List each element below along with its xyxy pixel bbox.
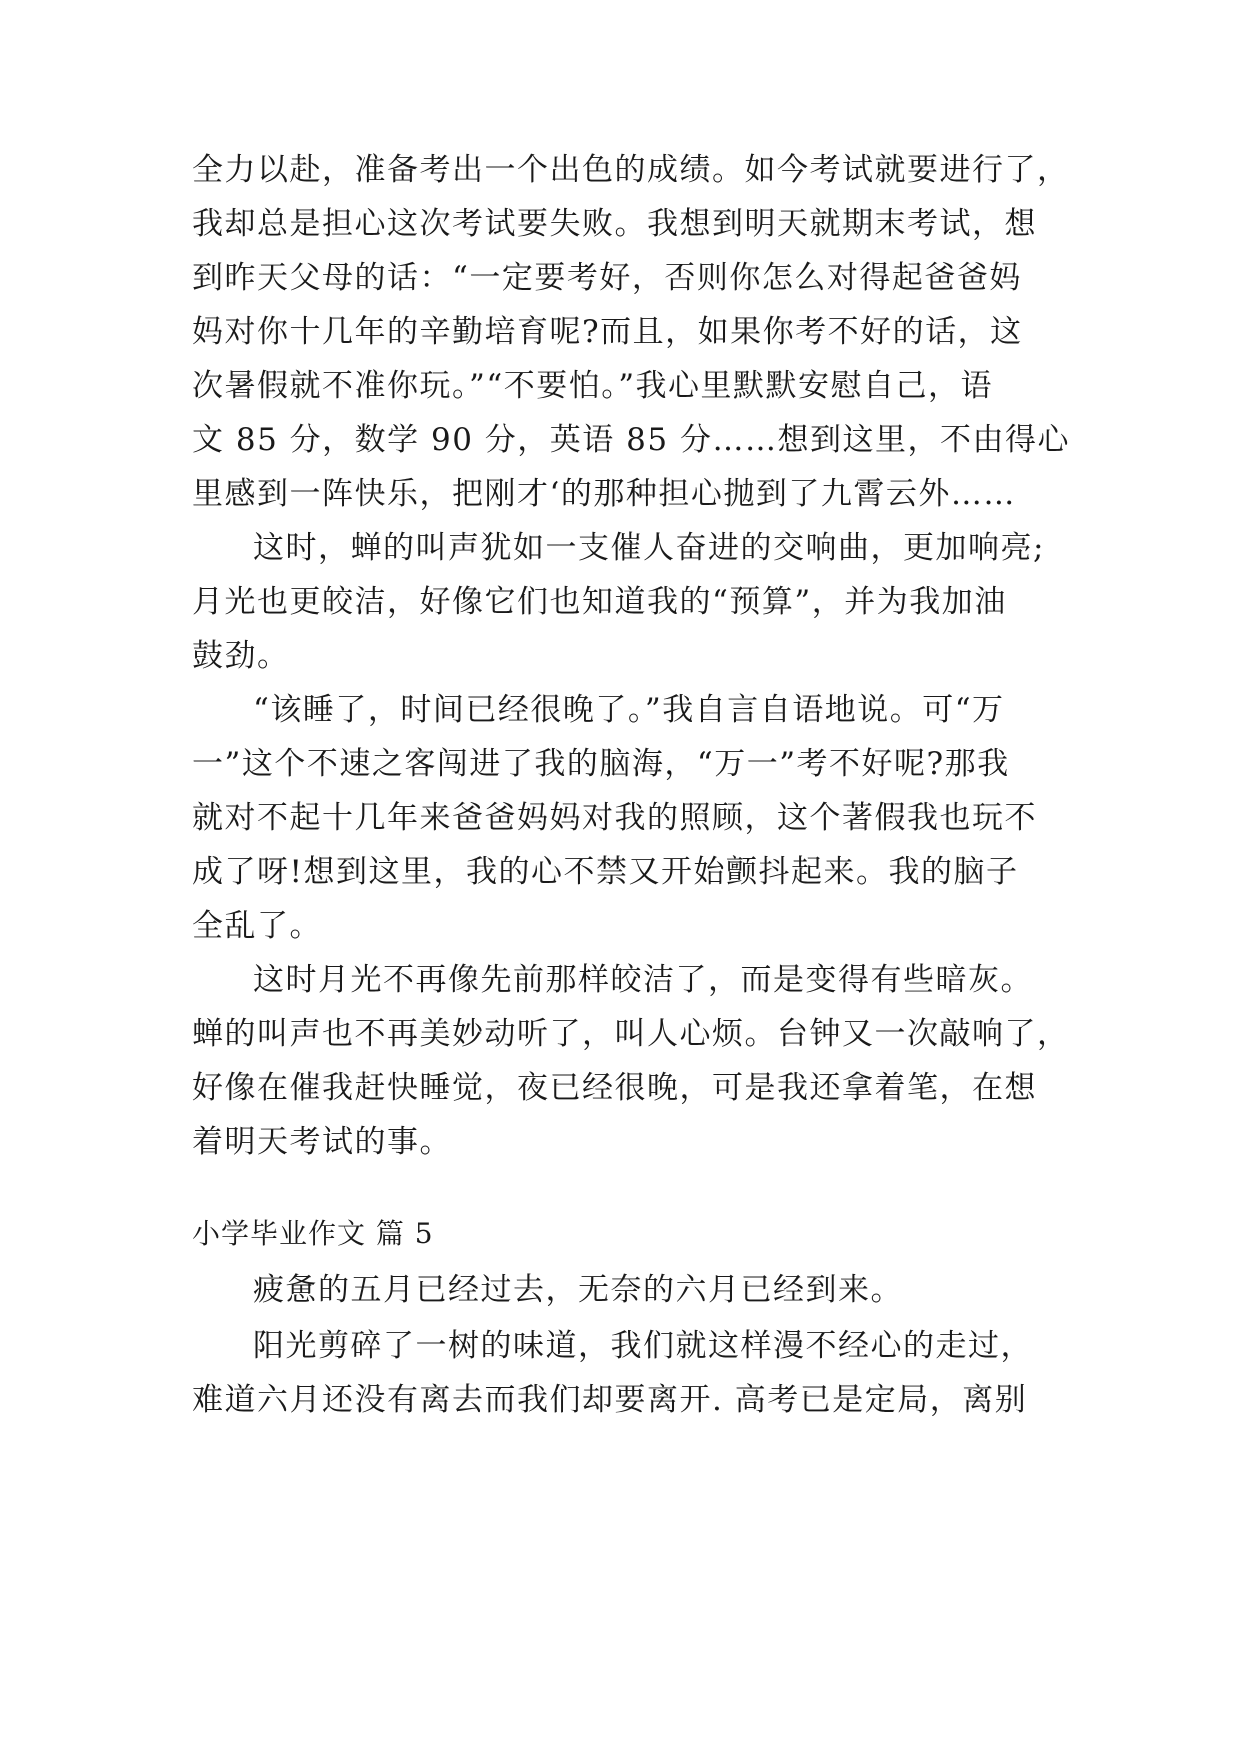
text-line: 次暑假就不准你玩。”“不要怕。”我心里默默安慰自己，语 [192, 368, 994, 404]
text-line: 一”这个不速之客闯进了我的脑海，“万一”考不好呢?那我 [192, 746, 1010, 782]
text-line: 就对不起十几年来爸爸妈妈对我的照顾，这个著假我也玩不 [192, 800, 1037, 836]
text-line: 着明天考试的事。 [192, 1124, 452, 1160]
text-line: “该睡了，时间已经很晚了。”我自言自语地说。可“万 [253, 692, 1005, 728]
text-line: 阳光剪碎了一树的味道，我们就这样漫不经心的走过， [253, 1328, 1033, 1364]
text-line: 这时，蝉的叫声犹如一支催人奋进的交响曲，更加响亮; [253, 530, 1045, 566]
text-line: 文 85 分，数学 90 分，英语 85 分……想到这里，不由得心 [192, 422, 1070, 458]
text-line: 疲惫的五月已经过去，无奈的六月已经到来。 [253, 1272, 903, 1308]
section-title: 小学毕业作文 篇 5 [192, 1217, 434, 1250]
text-line: 全乱了。 [192, 908, 322, 944]
text-line: 到昨天父母的话：“一定要考好，否则你怎么对得起爸爸妈 [192, 260, 1022, 296]
text-line: 我却总是担心这次考试要失败。我想到明天就期末考试，想 [192, 206, 1037, 242]
text-line: 全力以赴，准备考出一个出色的成绩。如今考试就要进行了， [192, 152, 1070, 188]
text-line: 鼓劲。 [192, 638, 290, 674]
text-line: 这时月光不再像先前那样皎洁了，而是变得有些暗灰。 [253, 962, 1033, 998]
text-line: 月光也更皎洁，好像它们也知道我的“预算”，并为我加油 [192, 584, 1007, 620]
text-line: 妈对你十几年的辛勤培育呢?而且，如果你考不好的话，这 [192, 314, 1023, 350]
text-line: 好像在催我赶快睡觉，夜已经很晚，可是我还拿着笔，在想 [192, 1070, 1037, 1106]
text-line: 里感到一阵快乐，把刚才‘的那种担心抛到了九霄云外…… [192, 476, 1016, 512]
text-line: 难道六月还没有离去而我们却要离开. 高考已是定局，离别 [192, 1382, 1028, 1418]
text-line: 蝉的叫声也不再美妙动听了，叫人心烦。台钟又一次敲响了， [192, 1016, 1070, 1052]
text-line: 成了呀!想到这里，我的心不禁又开始颤抖起来。我的脑子 [192, 854, 1019, 890]
